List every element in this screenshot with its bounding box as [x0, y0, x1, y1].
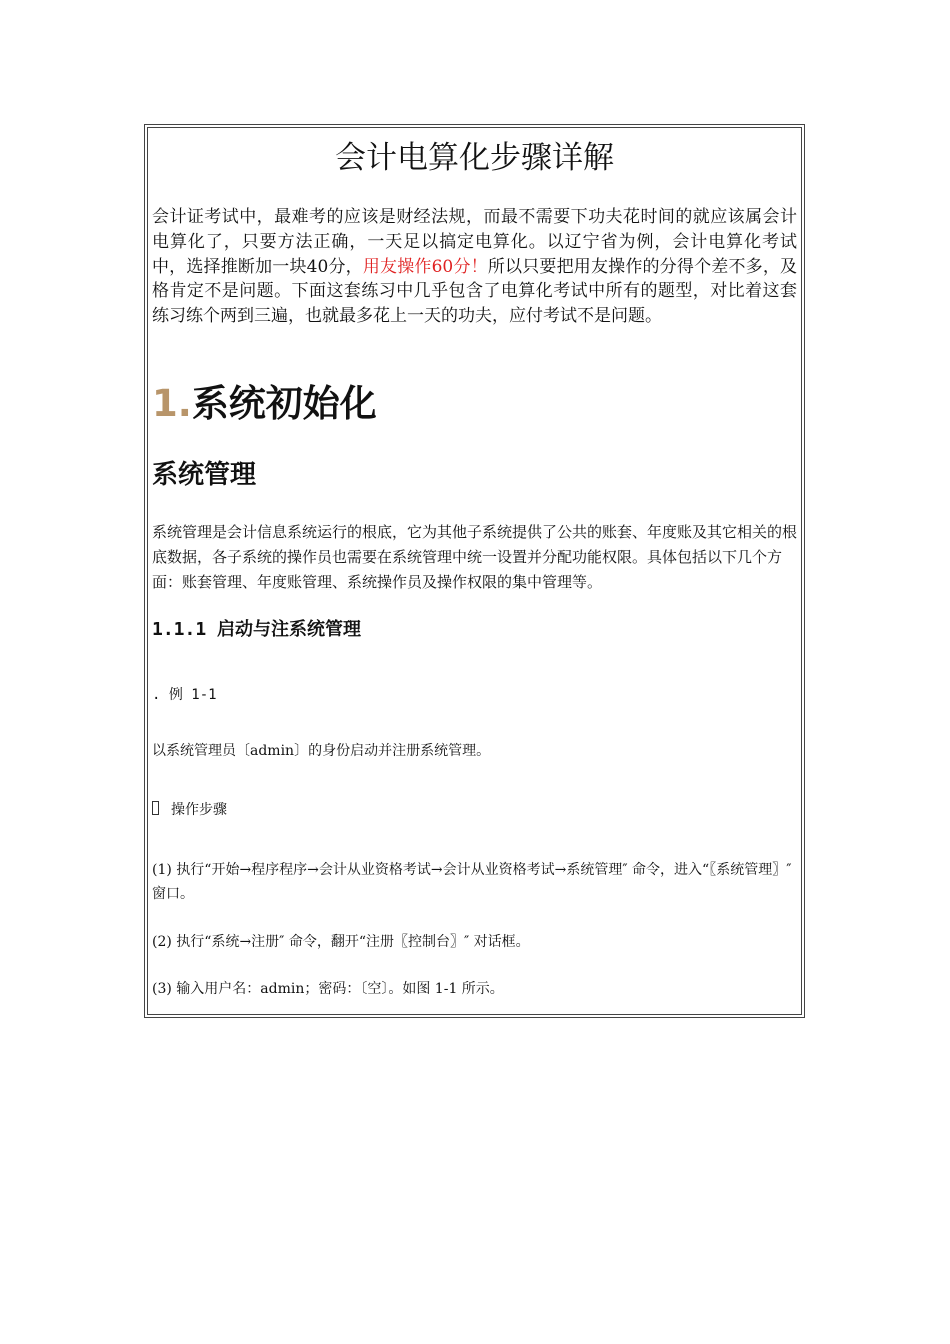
steps-label-row: [152, 798, 797, 822]
section-title: 系统初始化: [191, 382, 377, 425]
intro-text-2: 所以只要把用友操作的分得个差不多，及格肯定不是问题。下面这套练习中几乎包含了电算化考试中所有的题型，对比着这套练习练个两到三遍，也就最多花上一天的功夫，应付考试不是问题。: [152, 256, 798, 327]
section-heading: [152, 378, 377, 430]
example-label: . 例 1-1: [152, 687, 217, 703]
subsection-paragraph: 系统管理是会计信息系统运行的根底，它为其他子系统提供了公共的账套、年度账及其它相关的根底数据，各子系统的操作员也需要在系统管理中统一设置并分配功能权限。具体包括以下几个方面：账套管理、年度账管理、系统操作员及操作权限的集中管理等。: [152, 523, 798, 591]
checkbox-glyph-icon: [152, 801, 159, 815]
step-2: (2) 执行“系统→注册″ 命令，翻开“注册〖控制台〗″ 对话框。: [152, 934, 530, 950]
subsubsection-heading: 1.1.1 启动与注系统管理: [152, 619, 362, 640]
intro-highlight: 用友操作60分！: [362, 256, 488, 277]
step-1: (1) 执行“开始→程序程序→会计从业资格考试→会计从业资格考试→系统管理″ 命令，进入“〖系统管理〗″ 窗口。: [152, 862, 792, 902]
intro-paragraph: [152, 205, 797, 329]
steps-label: 操作步骤: [171, 802, 227, 818]
section-number: 1.: [152, 382, 192, 425]
content-frame-inner: [147, 127, 802, 1015]
example-task: 以系统管理员〔admin〕的身份启动并注册系统管理。: [152, 743, 491, 759]
document-title: 会计电算化步骤详解: [335, 140, 614, 176]
step-3: (3) 输入用户名：admin；密码：〔空〕。如图 1-1 所示。: [152, 981, 504, 997]
subsection-heading: 系统管理: [152, 460, 257, 490]
intro-text-1: 会计证考试中，最难考的应该是财经法规，而最不需要下功夫花时间的就应该属会计电算化了，只要方法正确，一天足以搞定电算化。以辽宁省为例，会计电算化考试中，选择推断加一块40分，: [152, 207, 797, 277]
content-frame: [144, 124, 805, 1018]
